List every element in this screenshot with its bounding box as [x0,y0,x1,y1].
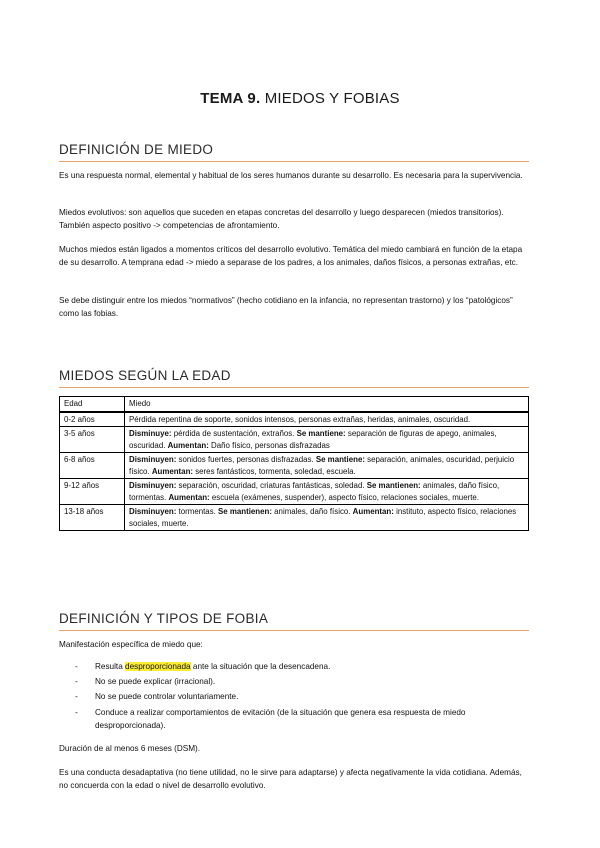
fobia-bullet-list [59,660,529,734]
table-row [60,427,529,453]
table-body [60,412,529,531]
cell-fear [125,412,529,427]
fears-by-age-table [59,396,529,531]
cell-fear [125,505,529,531]
cell-fear [125,479,529,505]
paragraph-definition: Es una respuesta normal, elemental y habitual de los seres humanos durante su desarrollo. Es necesaria para la supervivencia. [59,171,523,180]
cell-age: 13-18 años [60,505,125,531]
cell-age: 0-2 años [60,412,125,427]
paragraph-normativos: Se debe distinguir entre los miedos “normativos” (hecho cotidiano en la infancia, no representan trastorno) y los “patológicos” como las fobias. [59,296,513,319]
cell-age: 9-12 años [60,479,125,505]
table-row [60,412,529,427]
page-title [0,90,600,107]
fear-text: sonidos fuertes, personas disfrazadas. [176,455,316,464]
paragraph-desadaptativa: Es una conducta desadaptativa (no tiene utilidad, no le sirve para adaptarse) y afecta negativamente la vida cotidiana. Además, no concuerda con la edad o nivel de desarrollo evolutivo. [59,768,522,791]
cell-age: 6-8 años [60,453,125,479]
fear-text: instituto, aspecto físico, relaciones sociales, muerte. [129,507,517,528]
fear-keyword: Disminuye: [129,429,172,438]
fear-text: Pérdida repentina de soporte, sonidos intensos, personas extrañas, heridas, animales, oscuridad. [129,414,471,424]
paragraph-manifestacion: Manifestación específica de miedo que: [59,640,203,649]
list-item: - Resulta desproporcionada ante la situación que la desencadena. [75,662,331,671]
cell-age: 3-5 años [60,427,125,453]
fear-keyword: Aumentan: [168,492,210,502]
section-heading-definicion-miedo: DEFINICIÓN DE MIEDO [59,142,529,162]
list-item: - No se puede explicar (irracional). [75,677,216,687]
cell-fear [125,427,529,453]
paragraph-evolutivos: Miedos evolutivos: son aquellos que suceden en etapas concretas del desarrollo y luego desparecen (miedos transitorios). También aspecto positivo -> competencias de afrontamiento. [59,208,504,231]
fear-text: escuela (exámenes, suspender), aspecto físico, relaciones sociales, muerte. [209,492,479,502]
fear-text: separación, animales, oscuridad, perjuicio físico. [129,455,515,476]
fear-keyword: Aumentan: [167,440,209,450]
fear-keyword: Aumentan: [352,507,394,516]
fear-keyword: Aumentan: [151,466,194,476]
fear-text: animales, daño físico. [271,507,353,516]
header-fear: Miedo [125,397,529,412]
fear-keyword: Disminuyen: [129,507,177,516]
title-bold: TEMA 9. [200,90,261,107]
table-row [60,505,529,531]
fear-keyword: Disminuyen: [129,455,177,464]
section-heading-fobia: DEFINICIÓN Y TIPOS DE FOBIA [59,611,529,631]
fear-text: seres fantásticos, tormenta, soledad, escuela. [193,466,356,476]
list-item: - Conduce a realizar comportamientos de evitación (de la situación que genera esa respuesta de miedo desproporcionada). [75,707,466,730]
fear-text: animales, daño físico, tormentas. [129,481,500,502]
table-row [60,453,529,479]
fear-text: tormentas. [176,507,219,516]
section-heading-miedos-edad: MIEDOS SEGÚN LA EDAD [59,368,529,388]
table-row [60,479,529,505]
list-item: - No se puede controlar voluntariamente. [75,692,239,702]
fear-text: separación de figuras de apego, animales, oscuridad. [129,429,497,450]
header-age: Edad [60,397,125,412]
fear-text: pérdida de sustentación, extraños. [171,429,297,438]
fear-keyword: Se mantiene: [296,429,346,438]
fear-keyword: Disminuyen: [129,481,177,490]
fear-keyword: Se mantienen: [366,481,421,490]
title-rest: MIEDOS Y FOBIAS [260,90,400,107]
fear-text: separación, oscuridad, criaturas fantásticas, soledad. [176,481,367,490]
table-header-row [60,397,529,412]
fear-keyword: Se mantiene: [315,455,365,464]
cell-fear [125,453,529,479]
paragraph-criticos: Muchos miedos están ligados a momentos críticos del desarrollo evolutivo. Temática del miedo cambiará en función de la etapa de su desarrollo. A temprana edad -> miedo a separase de los padres, a los animales, daños físicos, a personas extrañas, etc. [59,245,523,268]
highlighted-word: desproporcionada [125,662,191,671]
paragraph-duracion: Duración de al menos 6 meses (DSM). [59,744,201,753]
fear-text: Daño físico, personas disfrazadas [208,440,330,450]
fear-keyword: Se mantienen: [218,507,272,516]
